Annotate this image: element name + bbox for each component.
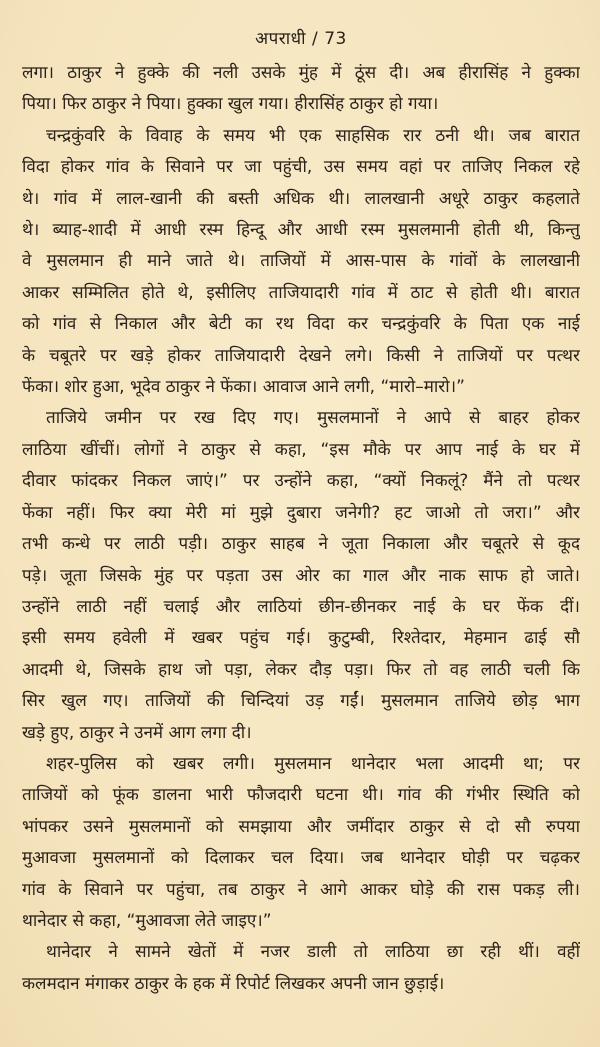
text-line: गांव के सिवाने पर पहुंचा, तब ठाकुर ने आगे आकर घोड़े की रास पकड़ ली।	[22, 879, 580, 900]
text-line: पड़े। जूता जिसके मुंह पर पड़ता उस ओर का गाल और नाक साफ हो जाते।	[22, 565, 580, 586]
text-line: उन्होंने लाठी नहीं चलाई और लाठियां छीन-छीनकर नाई के घर फेंक दीं।	[22, 596, 580, 617]
text-line: लगा। ठाकुर ने हुक्के की नली उसके मुंह में ठूंस दी। अब हीरासिंह ने हुक्का	[22, 63, 580, 83]
chapter-title: अपराधी	[255, 29, 306, 49]
text-line: मुआवजा मुसलमानों को दिलाकर चल दिया। जब थानेदार घोड़ी पर चढ़कर	[22, 848, 580, 869]
text-line: पिया। फिर ठाकुर ने पिया। हुक्का खुल गया। हीरासिंह ठाकुर हो गया।	[22, 94, 439, 115]
running-header	[22, 28, 580, 50]
text-line: खड़े हुए, ठाकुर ने उनमें आग लगा दी।	[22, 722, 252, 743]
text-line: ताजियों को फूंक डालना भारी फौजदारी घटना थी। गांव की गंभीर स्थिति को	[22, 785, 580, 806]
text-line: आकर सम्मिलित होते थे, इसीलिए ताजियादारी गांव में ठाट से होती थी। बारात	[22, 282, 580, 303]
paragraph	[22, 58, 580, 121]
text-line: विदा होकर गांव के सिवाने पर जा पहुंची, उस समय वहां पर ताजिए निकल रहे	[22, 157, 580, 178]
text-line: थे। गांव में लाल-खानी की बस्ती अधिक थी। लालखानी अधूरे ठाकुर कहलाते	[22, 188, 580, 209]
header-separator: /	[311, 29, 319, 49]
text-line: कलमदान मंगाकर ठाकुर के हक में रिपोर्ट लिखकर अपनी जान छुड़ाई।	[22, 973, 445, 994]
paragraph	[22, 121, 580, 404]
paragraph	[22, 749, 580, 937]
text-line: थानेदार ने सामने खेतों में नजर डाली तो लाठिया छा रही थीं। वहीं	[46, 942, 580, 963]
text-line: सिर खुल गए। ताजियों की चिन्दियां उड़ गईं। मुसलमान ताजिये छोड़ भाग	[22, 691, 580, 712]
text-line: दीवार फांदकर निकल जाएं।” पर उन्होंने कहा, “क्यों निकलूं? मैंने तो पत्थर	[22, 471, 580, 492]
body-text	[22, 58, 580, 1000]
text-line: लाठिया खींचीं। लोगों ने ठाकुर से कहा, “इस मौके पर आप नाई के घर में	[22, 439, 580, 460]
text-line: फेंका। शोर हुआ, भूदेव ठाकुर ने फेंका। आवाज आने लगी, “मारो–मारो।”	[22, 377, 465, 398]
paragraph	[22, 937, 580, 1000]
text-line: फेंका नहीं। फिर क्या मेरी मां मुझे दुबारा जनेगी? हट जाओ तो जरा।” और	[22, 502, 580, 523]
text-line: के चबूतरे पर खड़े होकर ताजियादारी देखने लगे। किसी ने ताजियों पर पत्थर	[22, 345, 580, 366]
text-line: ताजिये जमीन पर रख दिए गए। मुसलमानों ने आपे से बाहर होकर	[46, 408, 580, 429]
text-line: थानेदार से कहा, “मुआवजा लेते जाइए।”	[22, 910, 272, 931]
text-line: आदमी थे, जिसके हाथ जो पड़ा, लेकर दौड़ पड़ा। फिर तो वह लाठी चली कि	[22, 659, 580, 680]
text-line: इसी समय हवेली में खबर पहुंच गई। कुटुम्बी, रिश्तेदार, मेहमान ढाई सौ	[22, 628, 580, 649]
text-line: भांपकर उसने मुसलमानों को समझाया और जमींदार ठाकुर से दो सौ रुपया	[22, 816, 580, 837]
text-line: थे। ब्याह-शादी में आधी रस्म हिन्दू और आधी रस्म मुसलमानी होती थी, किन्तु	[22, 220, 580, 241]
text-line: को गांव से निकाल और बेटी का रथ विदा कर चन्द्रकुंवरि के पिता एक नाई	[22, 314, 580, 335]
text-line: वे मुसलमान ही माने जाते थे। ताजियों में आस-पास के गांवों के लालखानी	[22, 251, 580, 272]
text-line: चन्द्रकुंवरि के विवाह के समय भी एक साहसिक रार ठनी थी। जब बारात	[46, 125, 580, 146]
text-line: शहर-पुलिस को खबर लगी। मुसलमान थानेदार भला आदमी था; पर	[46, 753, 580, 774]
paragraph	[22, 403, 580, 748]
page-number: 73	[324, 29, 347, 49]
text-line: तभी कन्धे पर लाठी पड़ी। ठाकुर साहब ने जूता निकाला और चबूतरे से कूद	[22, 534, 580, 555]
